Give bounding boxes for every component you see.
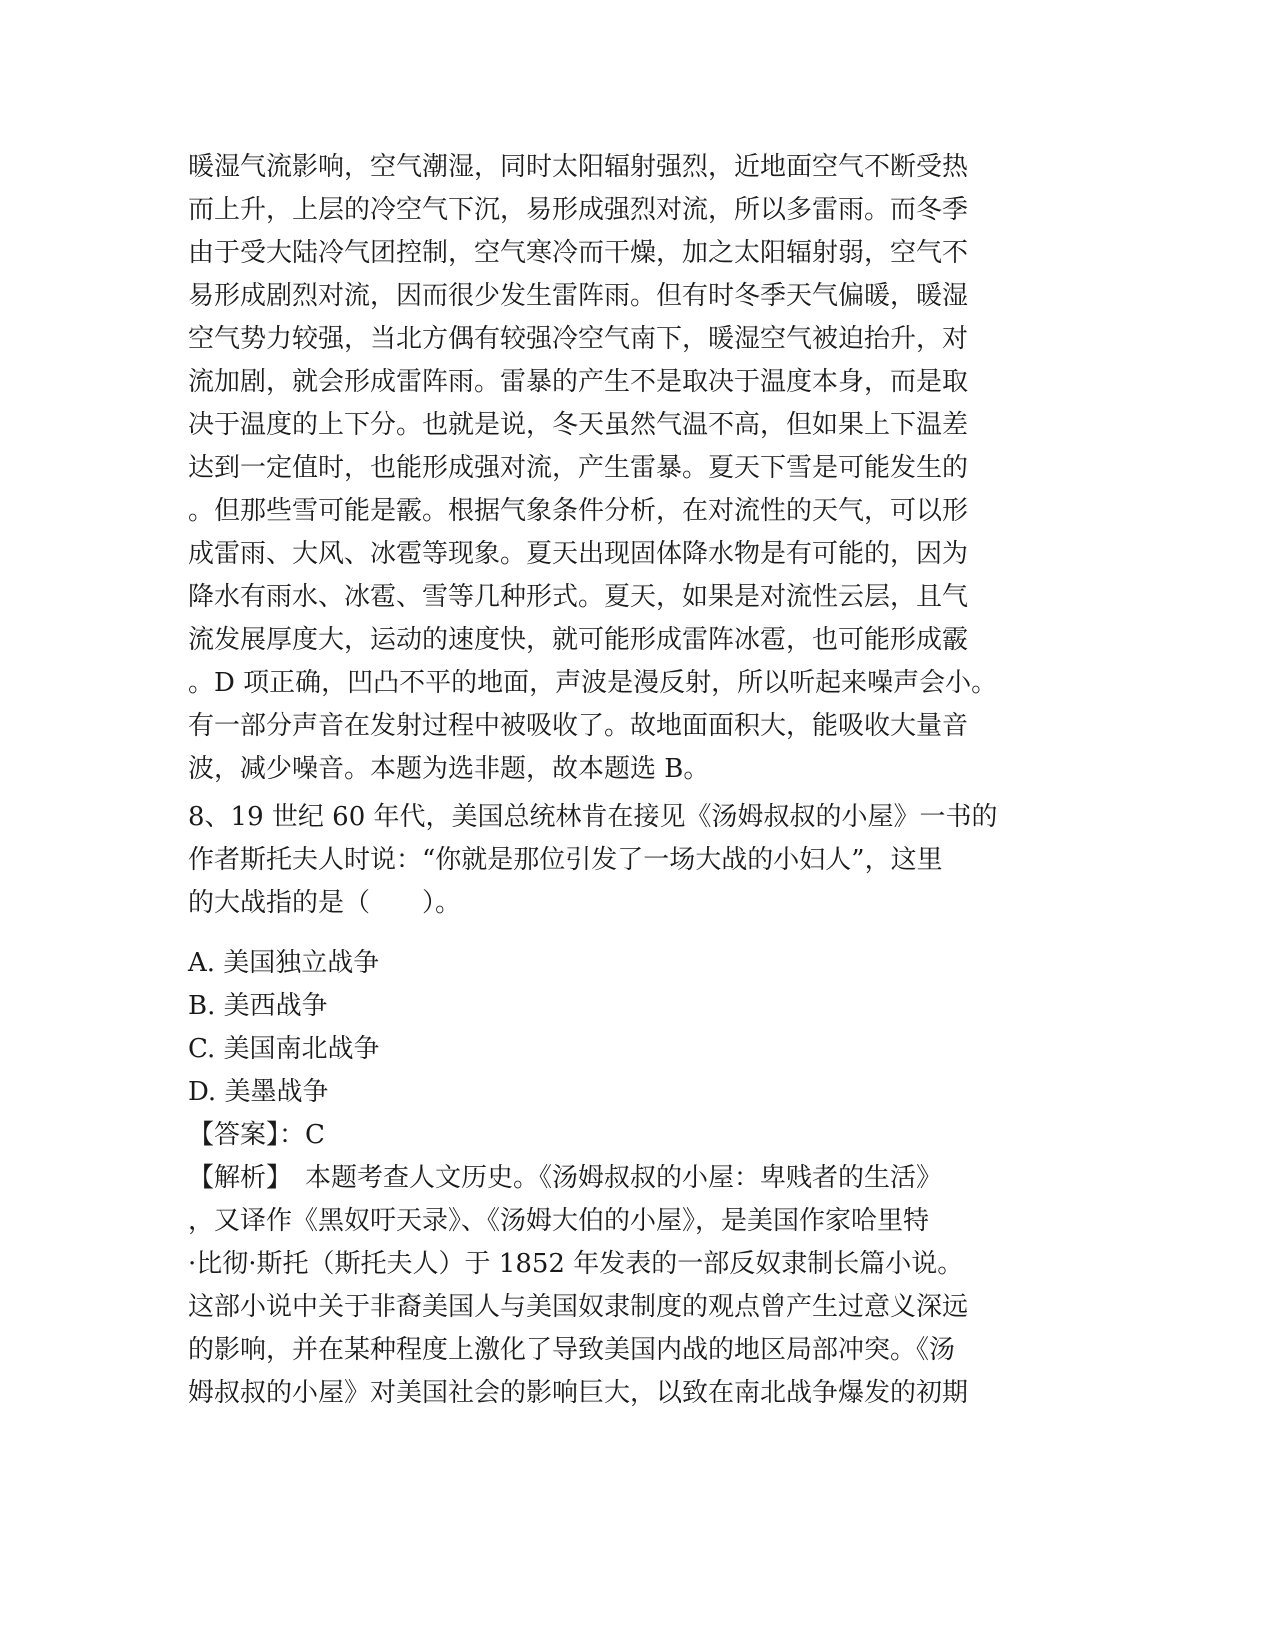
option-d: D. 美墨战争 xyxy=(188,1077,329,1107)
text-line: 暖湿气流影响，空气潮湿，同时太阳辐射强烈，近地面空气不断受热 xyxy=(188,152,969,182)
option-c: C. 美国南北战争 xyxy=(188,1034,380,1064)
question-line: 8、19 世纪 60 年代，美国总统林肯在接见《汤姆叔叔的小屋》一书的 xyxy=(188,802,998,832)
text-line: 达到一定值时，也能形成强对流，产生雷暴。夏天下雪是可能发生的 xyxy=(188,453,969,483)
analysis-line: ·比彻·斯托（斯托夫人）于 1852 年发表的一部反奴隶制长篇小说。 xyxy=(188,1249,964,1279)
analysis-line: 【解析】 本题考查人文历史。《汤姆叔叔的小屋：卑贱者的生活》 xyxy=(188,1163,943,1193)
explanation-paragraph xyxy=(188,146,1068,791)
question-line: 作者斯托夫人时说：“你就是那位引发了一场大战的小妇人”，这里 xyxy=(188,845,943,875)
text-line: 降水有雨水、冰雹、雪等几种形式。夏天，如果是对流性云层，且气 xyxy=(188,582,969,612)
text-line: 。但那些雪可能是霰。根据气象条件分析，在对流性的天气，可以形 xyxy=(188,496,969,526)
answer-options xyxy=(188,942,1068,1114)
analysis-line: ，又译作《黑奴吁天录》、《汤姆大伯的小屋》，是美国作家哈里特 xyxy=(188,1206,930,1236)
text-line: 而上升，上层的冷空气下沉，易形成强烈对流，所以多雷雨。而冬季 xyxy=(188,195,969,225)
text-line: 流加剧，就会形成雷阵雨。雷暴的产生不是取决于温度本身，而是取 xyxy=(188,367,969,397)
text-line: 由于受大陆冷气团控制，空气寒冷而干燥，加之太阳辐射弱，空气不 xyxy=(188,238,969,268)
text-line: 决于温度的上下分。也就是说，冬天虽然气温不高，但如果上下温差 xyxy=(188,410,969,440)
text-line: 。D 项正确，凹凸不平的地面，声波是漫反射，所以听起来噪声会小。 xyxy=(188,668,998,698)
text-line: 易形成剧烈对流，因而很少发生雷阵雨。但有时冬季天气偏暖，暖湿 xyxy=(188,281,969,311)
text-line: 波，减少噪音。本题为选非题，故本题选 B。 xyxy=(188,754,710,784)
text-line: 流发展厚度大，运动的速度快，就可能形成雷阵冰雹，也可能形成霰 xyxy=(188,625,969,655)
text-line: 成雷雨、大风、冰雹等现象。夏天出现固体降水物是有可能的，因为 xyxy=(188,539,969,569)
option-b: B. 美西战争 xyxy=(188,991,328,1021)
answer-text: 【答案】：C xyxy=(188,1120,325,1150)
question-line: 的大战指的是（ ）。 xyxy=(188,888,462,918)
question-stem xyxy=(188,796,1068,925)
answer-line xyxy=(188,1114,1068,1157)
analysis-line: 的影响，并在某种程度上激化了导致美国内战的地区局部冲突。《汤 xyxy=(188,1335,956,1365)
option-a: A. 美国独立战争 xyxy=(188,948,380,978)
text-line: 空气势力较强，当北方偶有较强冷空气南下，暖湿空气被迫抬升，对 xyxy=(188,324,969,354)
text-line: 有一部分声音在发射过程中被吸收了。故地面面积大，能吸收大量音 xyxy=(188,711,969,741)
analysis-paragraph xyxy=(188,1157,1068,1415)
analysis-line: 姆叔叔的小屋》对美国社会的影响巨大，以致在南北战争爆发的初期 xyxy=(188,1378,969,1408)
analysis-line: 这部小说中关于非裔美国人与美国奴隶制度的观点曾产生过意义深远 xyxy=(188,1292,969,1322)
